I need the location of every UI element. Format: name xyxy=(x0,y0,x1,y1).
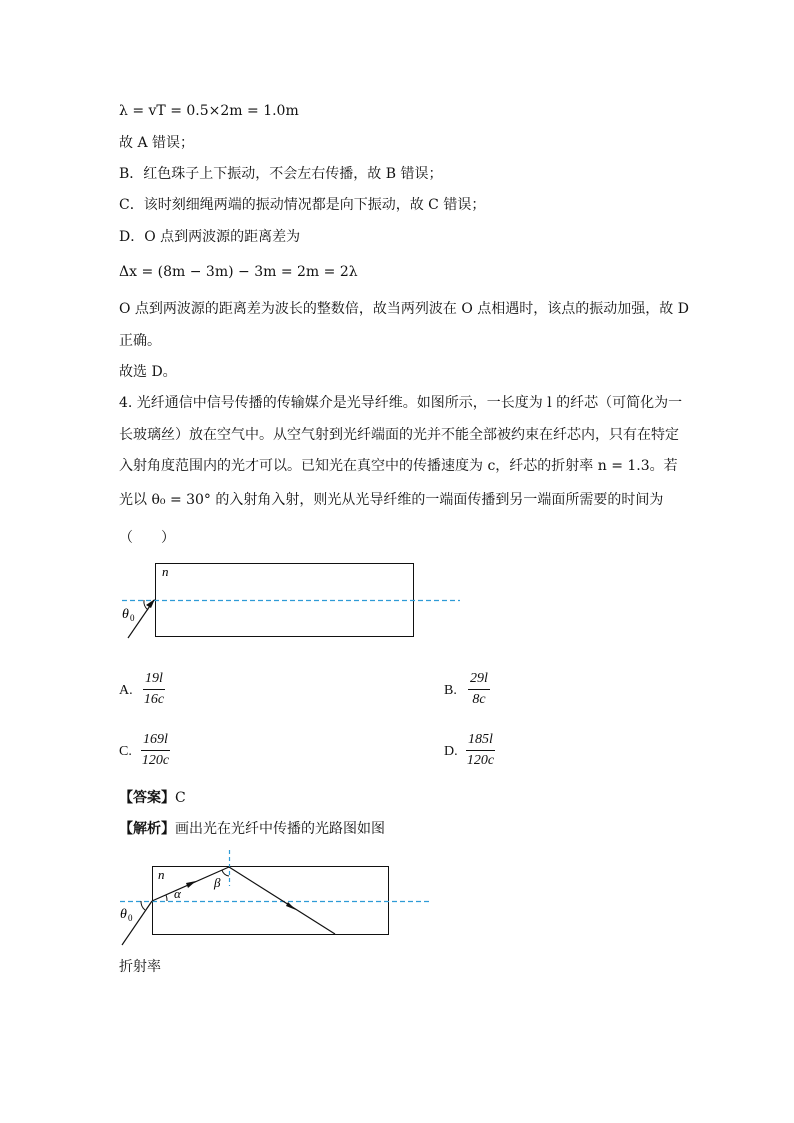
light-path-diagram xyxy=(110,846,440,952)
fiber-diagram xyxy=(110,558,470,648)
question-text: 长玻璃丝）放在空气中。从空气射到光纤端面的光并不能全部被约束在纤芯内，只有在特定 xyxy=(119,427,679,443)
option-a-label[interactable]: A. xyxy=(119,683,133,698)
angle-subscript: 0 xyxy=(128,913,133,923)
answer-line xyxy=(119,788,186,808)
text-line: C．该时刻细绳两端的振动情况都是向下振动，故 C 错误； xyxy=(119,197,486,213)
question-text: 4. 光纤通信中信号传播的传输媒介是光导纤维。如图所示，一长度为 l 的纤芯（可简化为一 xyxy=(119,395,683,411)
angle-subscript: 0 xyxy=(130,613,135,623)
option-c-denominator: 120c xyxy=(141,753,170,768)
answer-tag: 【答案】 xyxy=(119,790,175,806)
option-b-label[interactable]: B. xyxy=(444,683,457,698)
equation-wavelength: λ = vT = 0.5×2m = 1.0m xyxy=(119,103,299,119)
text-line: 正确。 xyxy=(119,333,161,349)
alpha-label: α xyxy=(174,886,181,901)
question-text: 入射角度范围内的光才可以。已知光在真空中的传播速度为 c，纤芯的折射率 n = 1.3。若 xyxy=(119,458,678,474)
option-b-numerator: 29l xyxy=(468,671,490,690)
angle-label: θ xyxy=(120,907,127,922)
equation-path-difference: Δx = (8m − 3m) − 3m = 2m = 2λ xyxy=(119,264,358,280)
text-line: B．红色珠子上下振动，不会左右传播，故 B 错误； xyxy=(119,166,443,182)
analysis-line xyxy=(119,819,385,839)
beta-label: β xyxy=(214,875,221,890)
option-a-fraction[interactable] xyxy=(143,671,165,708)
option-c-label[interactable]: C. xyxy=(119,744,132,759)
option-d-numerator: 185l xyxy=(466,732,495,751)
refractive-index-label: n xyxy=(158,867,165,882)
refractive-index-label: n xyxy=(162,564,169,579)
question-text: 光以 θ₀ = 30° 的入射角入射，则光从光导纤维的一端面传播到另一端面所需要的时间为 xyxy=(119,492,664,508)
question-blank: （ ） xyxy=(119,530,175,546)
text-line: D．O 点到两波源的距离差为 xyxy=(119,229,301,245)
text-line: 故选 D。 xyxy=(119,364,177,380)
option-b-denominator: 8c xyxy=(472,692,486,707)
option-b-fraction[interactable] xyxy=(468,671,490,708)
option-a-denominator: 16c xyxy=(143,692,165,707)
option-a-numerator: 19l xyxy=(143,671,165,690)
option-c-numerator: 169l xyxy=(141,732,170,751)
text-line: 折射率 xyxy=(119,959,161,975)
option-d-label[interactable]: D. xyxy=(444,744,458,759)
angle-label: θ xyxy=(122,607,129,622)
answer-value: C xyxy=(175,790,186,806)
text-line: O 点到两波源的距离差为波长的整数倍，故当两列波在 O 点相遇时，该点的振动加强，故 D xyxy=(119,301,689,317)
option-c-fraction[interactable] xyxy=(141,732,170,769)
analysis-tag: 【解析】 xyxy=(119,821,175,837)
analysis-text: 画出光在光纤中传播的光路图如图 xyxy=(175,821,385,837)
option-d-fraction[interactable] xyxy=(466,732,495,769)
option-d-denominator: 120c xyxy=(466,753,495,768)
text-line: 故 A 错误； xyxy=(119,135,195,151)
